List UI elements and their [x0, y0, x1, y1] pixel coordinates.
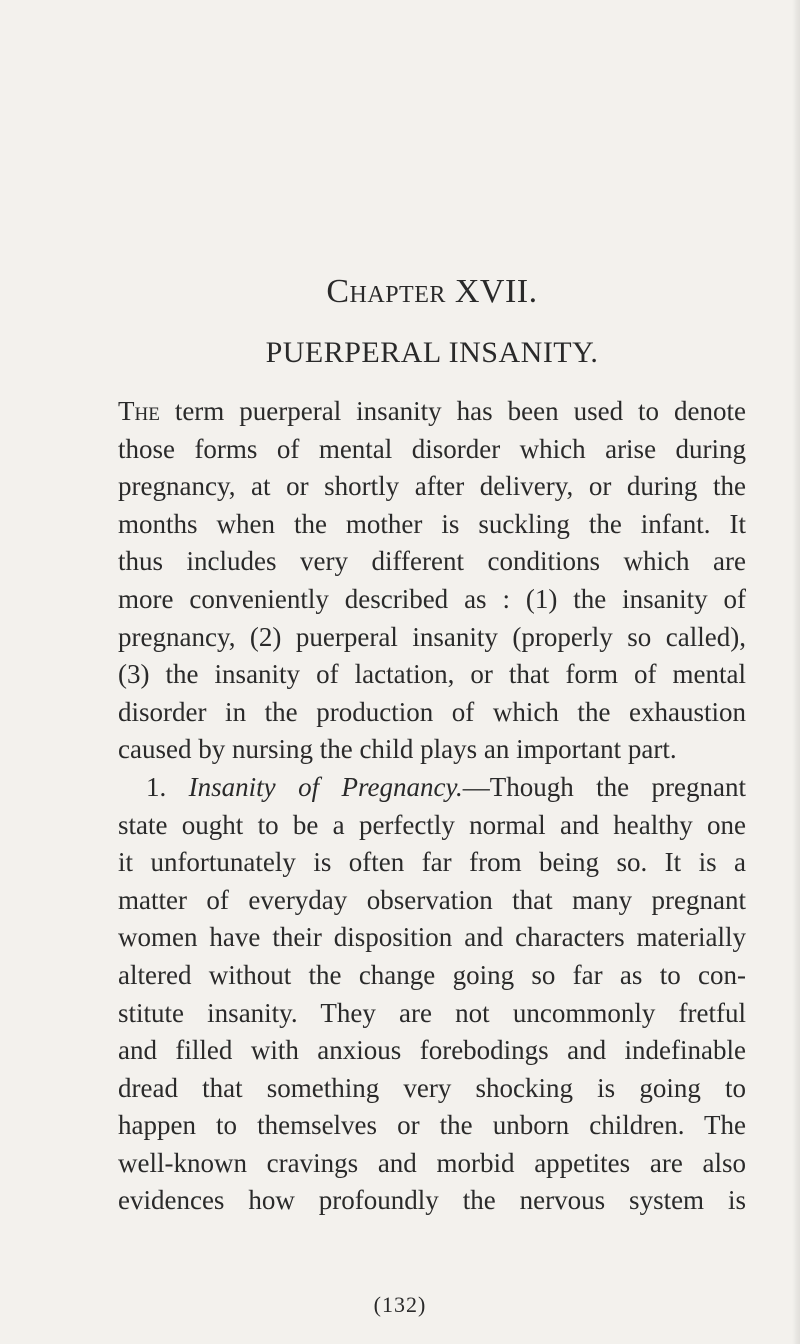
paragraph-line [118, 769, 746, 807]
paragraph-line: and filled with anxious forebodings and indefinable [118, 1035, 746, 1066]
paragraph-line: altered without the change going so far as to con- [118, 959, 746, 990]
chapter-label-initial: C [326, 273, 350, 310]
paragraph-line: state ought to be a perfectly normal and healthy one [118, 809, 746, 840]
paragraph-line: dread that something very shocking is going to [118, 1072, 746, 1103]
paragraph-line-text: —Though the pregnant [462, 771, 746, 802]
paragraph-lead-word: The [118, 396, 160, 426]
paragraph-line: more conveniently described as : (1) the insanity of [118, 583, 746, 614]
chapter-label-rest: hapter [349, 273, 446, 310]
paragraph-line: pregnancy, (2) puerperal insanity (properly so called), [118, 621, 746, 652]
page-number: (132) [373, 1292, 427, 1317]
paragraph-line [118, 393, 746, 431]
section-number: 1. [146, 771, 167, 802]
paragraph-line: disorder in the production of which the exhaustion [118, 696, 746, 727]
paragraph-line: those forms of mental disorder which arise during [118, 433, 746, 464]
chapter-title: PUERPERAL INSANITY. [265, 336, 599, 369]
paragraph-line: well-known cravings and morbid appetites are also [118, 1147, 746, 1178]
section-heading: Insanity of Pregnancy. [188, 771, 463, 802]
paragraph-line: it unfortunately is often far from being so. It is a [118, 847, 746, 878]
page-edge-shadow [792, 0, 800, 1344]
paragraph-line: pregnancy, at or shortly after delivery, or during the [118, 471, 746, 502]
paragraph-line: months when the mother is suckling the infant. It [118, 508, 746, 539]
paragraph-insanity-of-pregnancy [118, 769, 746, 1220]
paragraph-line: thus includes very different conditions which are [118, 546, 746, 577]
paragraph-line: women have their disposition and characters materially [118, 922, 746, 953]
chapter-number: XVII. [454, 273, 538, 310]
paragraph-line: (3) the insanity of lactation, or that form of mental [118, 659, 746, 690]
paragraph-line: evidences how profoundly the nervous system is [118, 1185, 746, 1216]
paragraph-line: stitute insanity. They are not uncommonly fretful [118, 997, 746, 1028]
paragraph-line: matter of everyday observation that many pregnant [118, 884, 746, 915]
text-block [118, 272, 746, 1220]
paragraph-line: caused by nursing the child plays an important part. [118, 734, 677, 765]
chapter-heading [118, 272, 746, 312]
paragraph-line-text: term puerperal insanity has been used to denote [174, 396, 746, 426]
paragraph-intro [118, 393, 746, 769]
paragraph-line: happen to themselves or the unborn children. The [118, 1110, 746, 1141]
